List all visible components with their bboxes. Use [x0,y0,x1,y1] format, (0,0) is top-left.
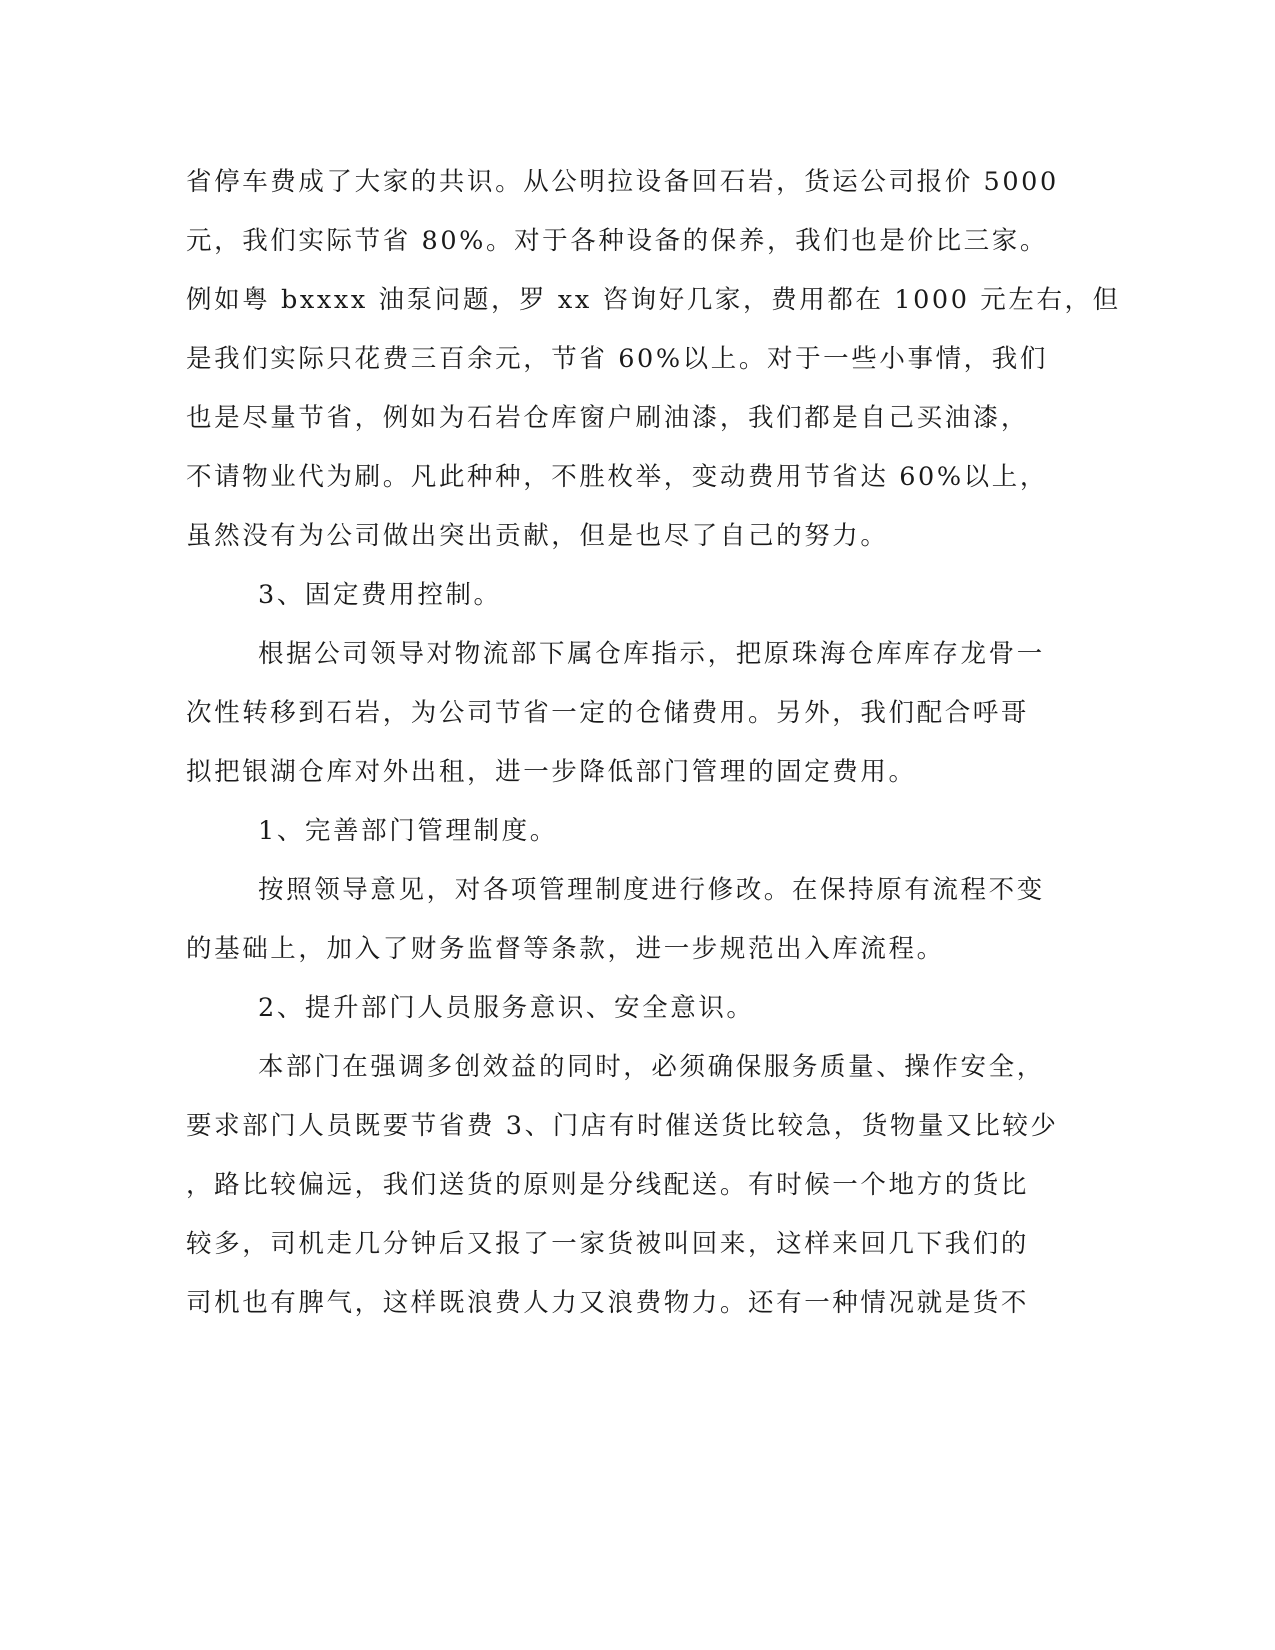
text-line: 次性转移到石岩，为公司节省一定的仓储费用。另外，我们配合呼哥 [186,698,1030,728]
text-line: 省停车费成了大家的共识。从公明拉设备回石岩，货运公司报价 5000 [186,167,1059,197]
section-heading: 1、完善部门管理制度。 [258,816,558,846]
text-line: 较多，司机走几分钟后又报了一家货被叫回来，这样来回几下我们的 [186,1229,1030,1259]
text-line: 例如粤 bxxxx 油泵问题，罗 xx 咨询好几家，费用都在 1000 元左右，但 [186,285,1121,315]
text-line: 的基础上，加入了财务监督等条款，进一步规范出入库流程。 [186,934,945,964]
section-heading: 2、提升部门人员服务意识、安全意识。 [258,993,755,1023]
text-line: 本部门在强调多创效益的同时，必须确保服务质量、操作安全， [258,1052,1045,1082]
text-line: 拟把银湖仓库对外出租，进一步降低部门管理的固定费用。 [186,757,917,787]
text-line: ，路比较偏远，我们送货的原则是分线配送。有时候一个地方的货比 [186,1170,1030,1200]
text-line: 不请物业代为刷。凡此种种，不胜枚举，变动费用节省达 60%以上， [186,462,1048,492]
text-line: 要求部门人员既要节省费 3、门店有时催送货比较急，货物量又比较少 [186,1111,1059,1141]
text-line: 司机也有脾气，这样既浪费人力又浪费物力。还有一种情况就是货不 [186,1288,1030,1318]
text-line: 根据公司领导对物流部下属仓库指示，把原珠海仓库库存龙骨一 [258,639,1045,669]
text-line: 是我们实际只花费三百余元，节省 60%以上。对于一些小事情，我们 [186,344,1048,374]
text-line: 虽然没有为公司做出突出贡献，但是也尽了自己的努力。 [186,521,889,551]
text-line: 按照领导意见，对各项管理制度进行修改。在保持原有流程不变 [258,875,1045,905]
text-line: 也是尽量节省，例如为石岩仓库窗户刷油漆，我们都是自己买油漆， [186,403,1030,433]
text-line: 元，我们实际节省 80%。对于各种设备的保养，我们也是价比三家。 [186,226,1048,256]
section-heading: 3、固定费用控制。 [258,580,502,610]
